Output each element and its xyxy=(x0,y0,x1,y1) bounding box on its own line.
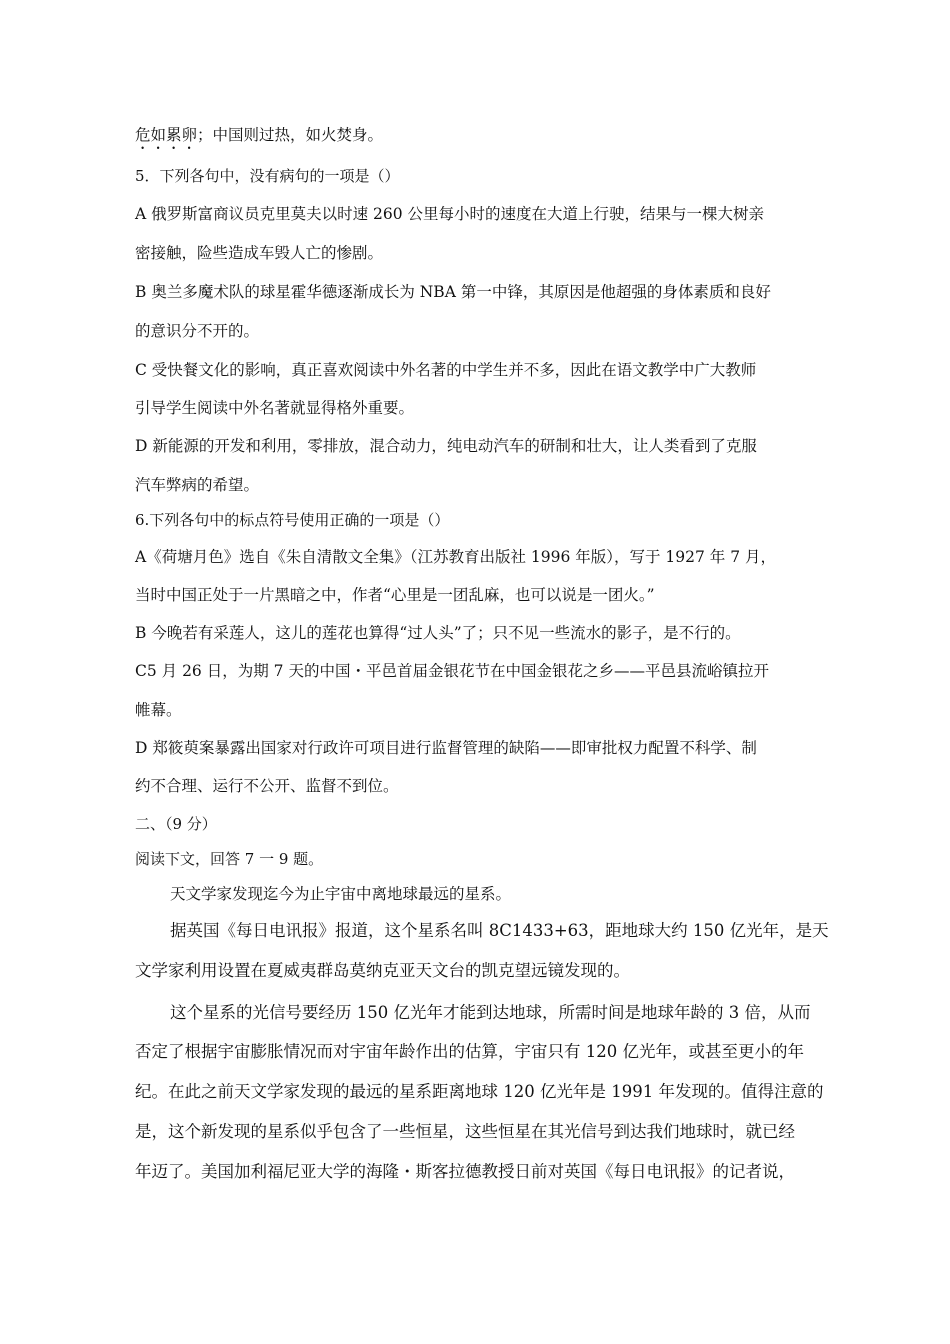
reading-instruction: 阅读下文，回答 7 一 9 题。 xyxy=(135,850,324,868)
passage-paragraph-line: 年迈了。美国加利福尼亚大学的海隆・斯客拉德教授日前对英国《每日电讯报》的记者说， xyxy=(135,1162,795,1181)
question-6-stem: 6.下列各句中的标点符号使用正确的一项是（） xyxy=(135,511,450,529)
option-a-line-2: 密接触，险些造成车毁人亡的惨剧。 xyxy=(135,244,384,262)
text-span: ；中国则过热，如火焚身。 xyxy=(197,126,384,144)
passage-paragraph-line: 否定了根据宇宙膨胀情况而对宇宙年龄作出的估算，宇宙只有 120 亿光年，或甚至更小的年 xyxy=(135,1042,804,1061)
passage-paragraph-line: 据英国《每日电讯报》报道，这个星系名叫 8C1433+63，距地球大约 150 亿光年，是天 xyxy=(170,921,829,940)
option-c-line-2: 帷幕。 xyxy=(135,701,182,719)
passage-paragraph-line: 是，这个新发现的星系似乎包含了一些恒星，这些恒星在其光信号到达我们地球时，就已经 xyxy=(135,1122,795,1141)
passage-title: 天文学家发现迄今为止宇宙中离地球最远的星系。 xyxy=(170,885,512,903)
passage-paragraph-line: 文学家利用设置在夏威夷群岛莫纳克亚天文台的凯克望远镜发现的。 xyxy=(135,961,630,980)
option-c-line-2: 引导学生阅读中外名著就显得格外重要。 xyxy=(135,399,415,417)
option-d-line-2: 约不合理、运行不公开、监督不到位。 xyxy=(135,777,399,795)
option-a-line-1: A 俄罗斯富商议员克里莫夫以时速 260 公里每小时的速度在大道上行驶，结果与一棵大树亲 xyxy=(135,205,765,223)
question-5-stem: 5．下列各句中，没有病句的一项是（） xyxy=(135,167,400,185)
option-d-line-1: D 郑筱萸案暴露出国家对行政许可项目进行监督管理的缺陷——即审批权力配置不科学、制 xyxy=(135,739,757,757)
passage-paragraph-line: 这个星系的光信号要经历 150 亿光年才能到达地球，所需时间是地球年龄的 3 倍，从而 xyxy=(170,1003,811,1022)
option-a-line-2: 当时中国正处于一片黑暗之中，作者“心里是一团乱麻，也可以说是一团火。” xyxy=(135,586,655,604)
option-b-line-1: B 今晚若有采莲人，这儿的莲花也算得“过人头”了；只不见一些流水的影子，是不行的。 xyxy=(135,624,741,642)
emphasized-phrase: 危如累卵 xyxy=(135,126,198,144)
text-line xyxy=(135,125,383,153)
option-c-line-1: C5 月 26 日，为期 7 天的中国・平邑首届金银花节在中国金银花之乡——平邑县流峪镇拉开 xyxy=(135,662,769,680)
option-c-line-1: C 受快餐文化的影响，真正喜欢阅读中外名著的中学生并不多，因此在语文教学中广大教师 xyxy=(135,361,757,379)
option-a-line-1: A《荷塘月色》选自《朱自清散文全集》（江苏教育出版社 1996 年版），写于 1927 年 7 月， xyxy=(135,548,777,566)
option-b-line-1: B 奥兰多魔术队的球星霍华德逐渐成长为 NBA 第一中锋，其原因是他超强的身体素质和良好 xyxy=(135,283,771,301)
passage-paragraph-line: 纪。在此之前天文学家发现的最远的星系距离地球 120 亿光年是 1991 年发现的。值得注意的 xyxy=(135,1082,824,1101)
option-b-line-2: 的意识分不开的。 xyxy=(135,322,260,340)
section-heading: 二、（9 分） xyxy=(135,815,217,833)
option-d-line-2: 汽车弊病的希望。 xyxy=(135,476,260,494)
option-d-line-1: D 新能源的开发和利用，零排放，混合动力，纯电动汽车的研制和壮大，让人类看到了克服 xyxy=(135,437,757,455)
